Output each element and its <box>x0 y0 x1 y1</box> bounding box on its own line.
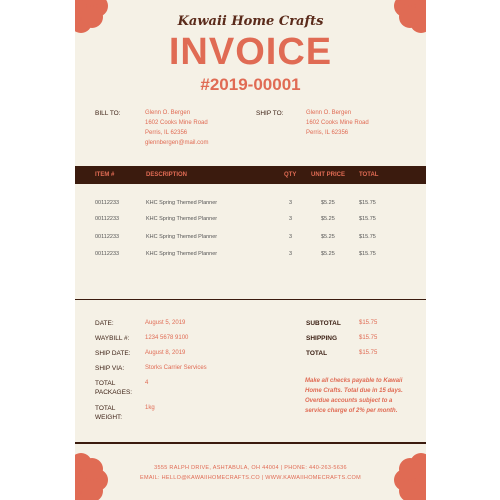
row-item-number: 00112233 <box>95 251 120 257</box>
ship-via-label: SHIP VIA: <box>95 365 125 372</box>
row-qty: 3 <box>289 200 293 206</box>
payment-terms-note: Make all checks payable to Kawaii Home Crafts. Total due in 15 days. Overdue accounts subject to a service charge of 2% per month. <box>305 378 403 414</box>
column-header-item: ITEM # <box>95 172 115 178</box>
row-total: $15.75 <box>359 200 376 206</box>
subtotal-value: $15.75 <box>359 320 378 326</box>
invoice-number: #2019-00001 <box>200 75 301 94</box>
ship-date-value: August 8, 2019 <box>145 350 186 356</box>
total-packages-label-line1: TOTAL <box>95 380 116 387</box>
row-qty: 3 <box>289 234 293 240</box>
company-name: Kawaii Home Crafts <box>177 14 324 29</box>
bill-to-street: 1602 Cooks Mine Road <box>145 120 208 126</box>
column-header-unit-price: UNIT PRICE <box>311 172 346 178</box>
invoice-title: INVOICE <box>168 31 333 73</box>
waybill-value: 1234 5678 9100 <box>145 335 189 341</box>
row-unit-price: $5.25 <box>321 216 335 222</box>
row-description: KHC Spring Themed Planner <box>146 234 218 240</box>
bill-to-name: Glenn O. Bergen <box>145 110 191 116</box>
row-unit-price: $5.25 <box>321 200 335 206</box>
row-unit-price: $5.25 <box>321 234 335 240</box>
ship-to-name: Glenn O. Bergen <box>306 110 352 116</box>
subtotal-label: SUBTOTAL <box>306 320 341 327</box>
total-packages-value: 4 <box>145 380 149 386</box>
total-value: $15.75 <box>359 350 378 356</box>
row-total: $15.75 <box>359 234 376 240</box>
row-description: KHC Spring Themed Planner <box>146 251 218 257</box>
row-total: $15.75 <box>359 216 376 222</box>
bill-to-label: BILL TO: <box>95 110 121 117</box>
column-header-total: TOTAL <box>359 172 379 178</box>
total-weight-label-line1: TOTAL <box>95 405 116 412</box>
row-item-number: 00112233 <box>95 200 120 206</box>
total-packages-label-line2: PACKAGES: <box>95 389 133 396</box>
invoice-page <box>75 0 426 500</box>
footer-divider <box>75 442 426 444</box>
shipping-value: $15.75 <box>359 335 378 341</box>
row-unit-price: $5.25 <box>321 251 335 257</box>
row-qty: 3 <box>289 251 293 257</box>
bill-to-email: glennbergen@mail.com <box>145 140 209 146</box>
ship-to-city: Perris, IL 62356 <box>306 130 349 136</box>
row-description: KHC Spring Themed Planner <box>146 216 218 222</box>
column-header-qty: QTY <box>284 172 297 178</box>
date-label: DATE: <box>95 320 114 327</box>
row-description: KHC Spring Themed Planner <box>146 200 218 206</box>
waybill-label: WAYBILL #: <box>95 335 130 342</box>
column-header-description: DESCRIPTION <box>146 172 188 178</box>
shipping-label: SHIPPING <box>306 335 338 342</box>
contact-address-phone: 3555 RALPH DRIVE, ASHTABULA, OH 44004 | PHONE: 440-263-5636 <box>154 465 347 471</box>
ship-to-street: 1602 Cooks Mine Road <box>306 120 369 126</box>
ship-to-label: SHIP TO: <box>256 110 284 117</box>
contact-email-website: EMAIL: HELLO@KAWAIIHOMECRAFTS.CO | WWW.KAWAIIHOMECRAFTS.COM <box>140 475 361 481</box>
table-bottom-divider <box>75 299 426 300</box>
row-qty: 3 <box>289 216 293 222</box>
date-value: August 5, 2019 <box>145 320 186 326</box>
ship-via-value: Storks Carrier Services <box>145 365 207 371</box>
bill-to-city: Perris, IL 62356 <box>145 130 188 136</box>
row-item-number: 00112233 <box>95 234 120 240</box>
total-weight-value: 1kg <box>145 405 155 411</box>
total-label: TOTAL <box>306 350 328 357</box>
row-total: $15.75 <box>359 251 376 257</box>
row-item-number: 00112233 <box>95 216 120 222</box>
total-weight-label-line2: WEIGHT: <box>95 414 123 421</box>
ship-date-label: SHIP DATE: <box>95 350 131 357</box>
